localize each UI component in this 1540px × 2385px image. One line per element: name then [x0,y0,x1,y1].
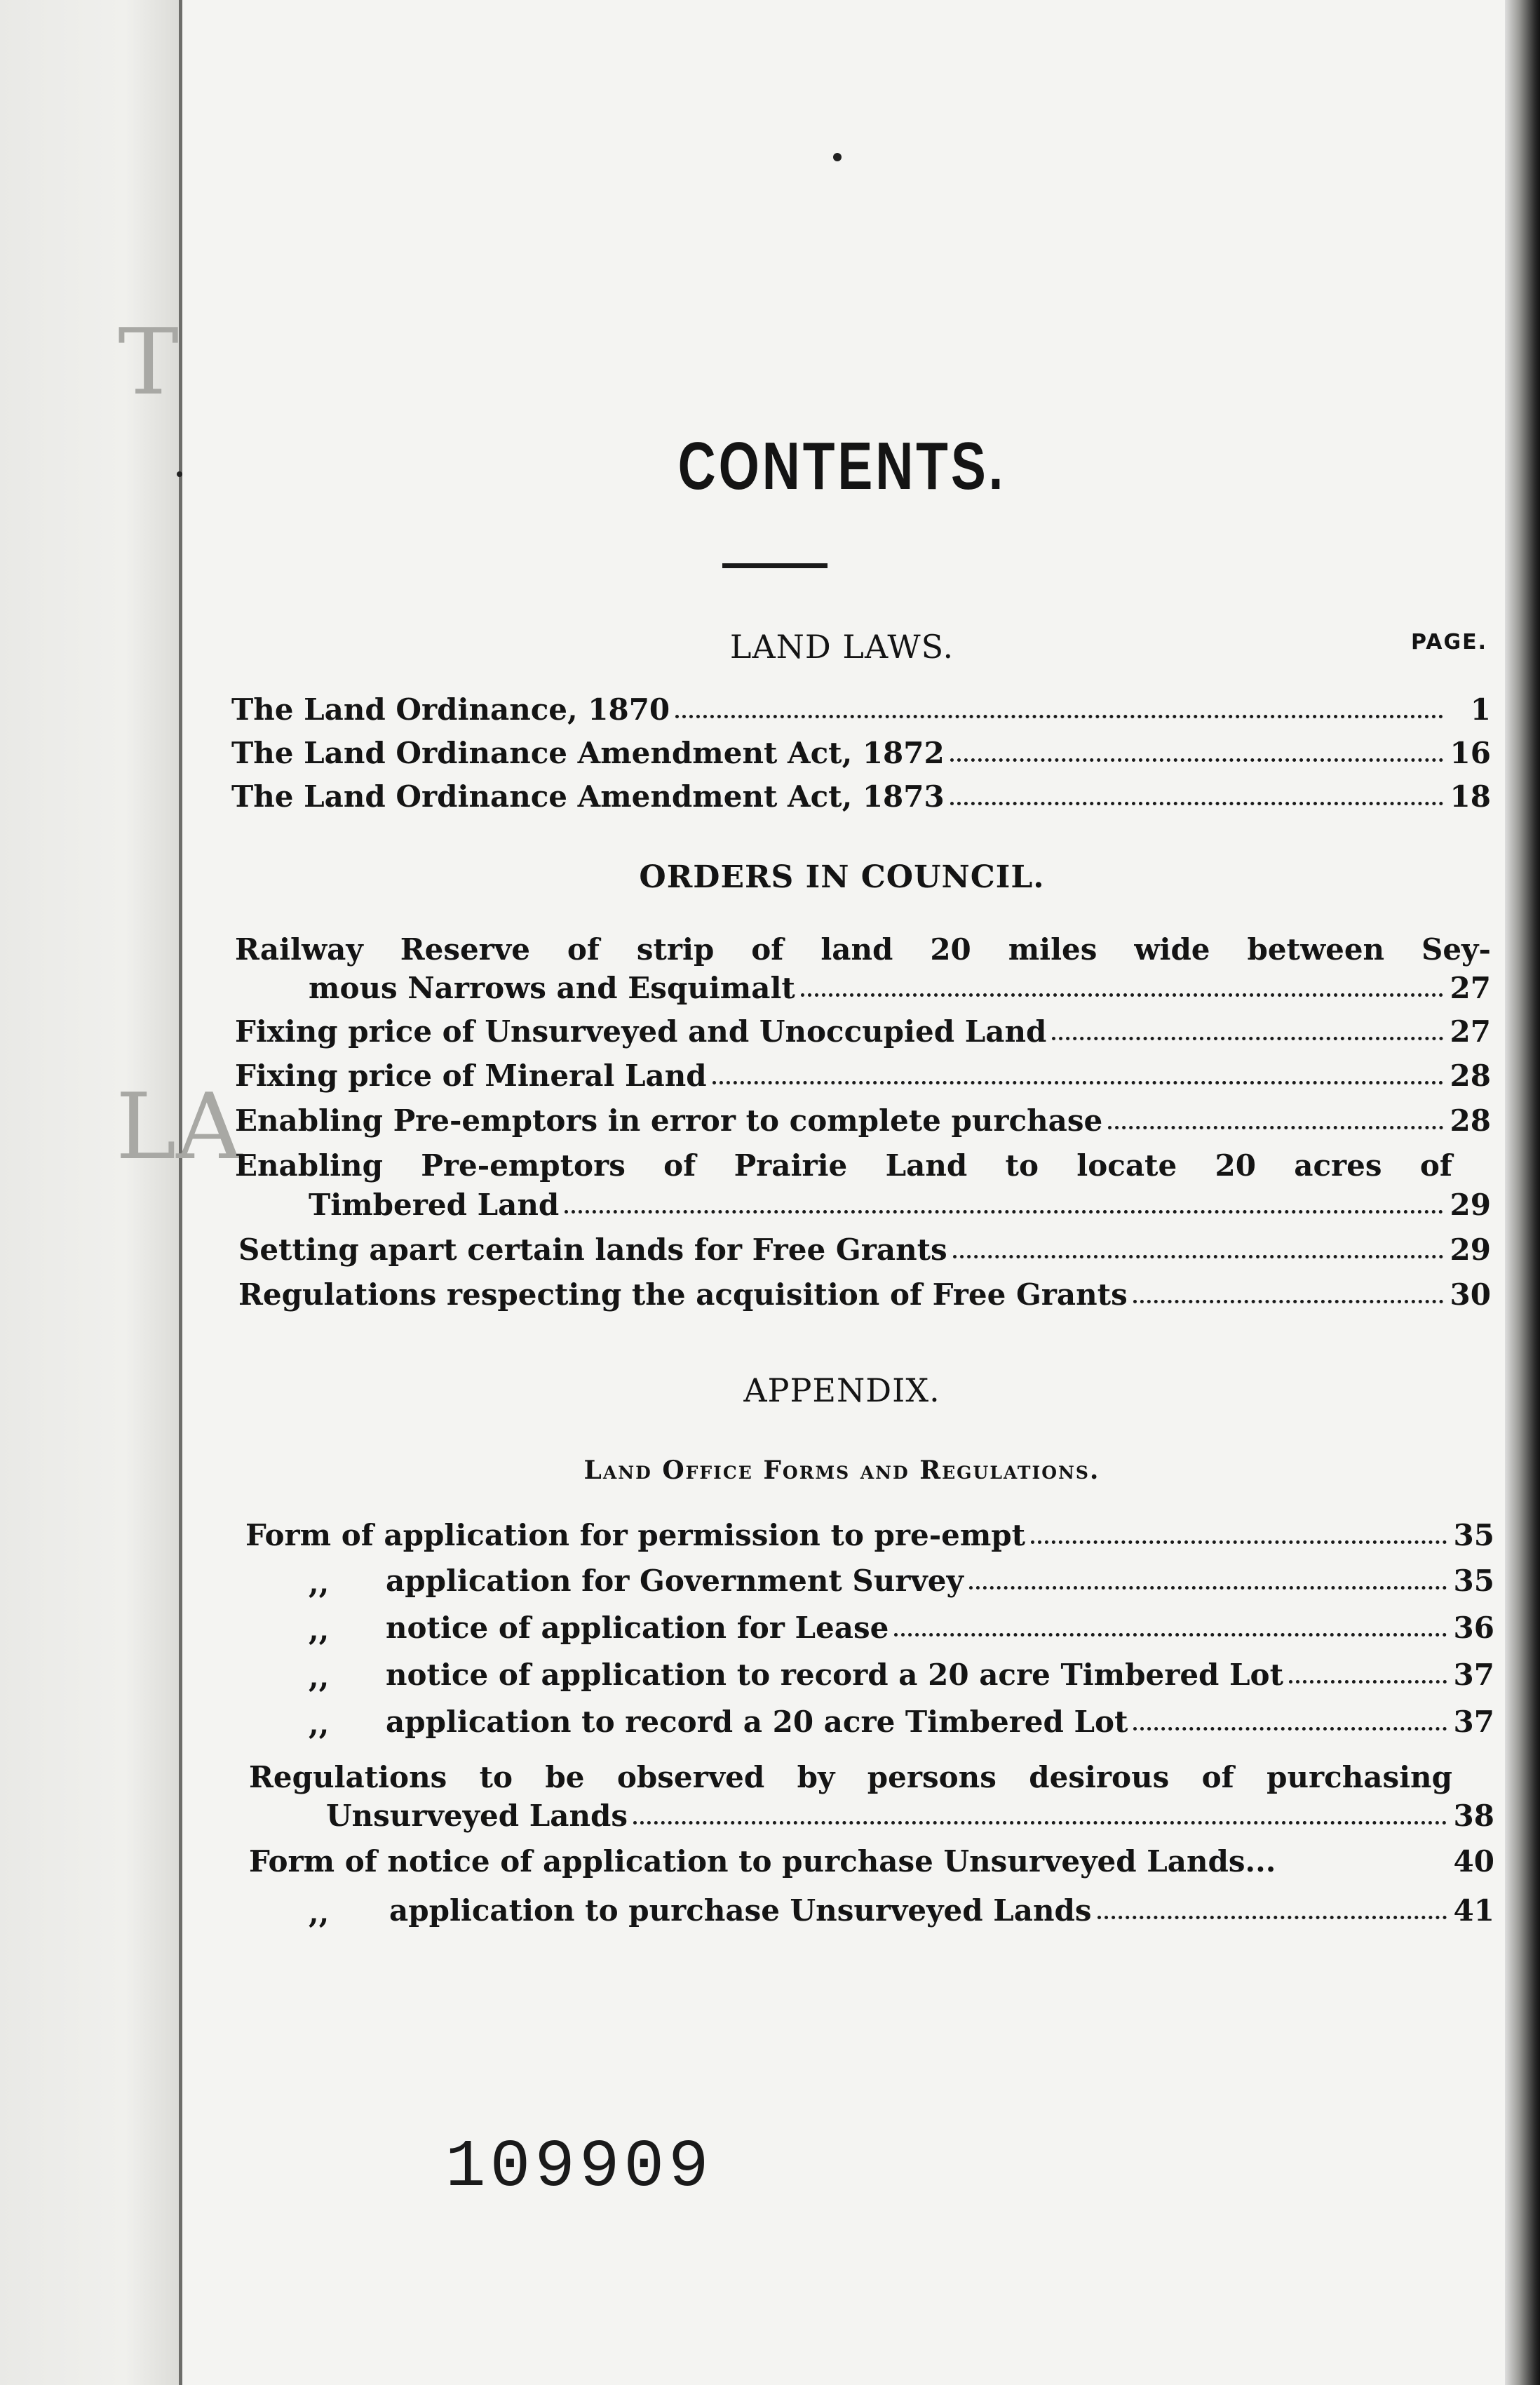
ditto-mark: ,, [309,1707,330,1741]
word: to [479,1760,513,1794]
dot-leader [1108,1122,1443,1129]
word: Regulations [249,1760,447,1794]
dot-leader [675,711,1443,718]
toc-page-number: 30 [1450,1277,1491,1312]
toc-entry[interactable] [386,1564,1494,1598]
dot-leader [633,1817,1447,1825]
contents-page [179,0,1505,2385]
toc-page-number: 41 [1453,1893,1494,1928]
word: miles [1008,932,1097,967]
toc-page-number: 16 [1450,736,1491,770]
dot-leader [712,1077,1443,1084]
word: observed [616,1760,765,1794]
toc-entry-text: application to purchase Unsurveyed Lands [389,1893,1092,1928]
word: land [820,932,893,967]
ditto-mark: ,, [309,1660,330,1694]
toc-page-number: 18 [1450,779,1491,814]
toc-entry[interactable] [386,1705,1494,1739]
toc-page-number: 28 [1450,1059,1491,1093]
dot-leader [1097,1912,1447,1919]
toc-entry[interactable] [238,1278,1491,1312]
toc-entry[interactable] [309,1188,1491,1222]
dot-leader [1031,1536,1447,1544]
toc-entry-text: Enabling Pre-emptors in error to complete purchase [235,1103,1103,1138]
word: purchasing [1267,1760,1452,1794]
toc-page-number: 38 [1453,1799,1494,1833]
toc-entry[interactable] [238,1233,1491,1267]
toc-page-number: 29 [1450,1188,1491,1222]
dot-leader [950,798,1443,805]
word: Land [885,1148,968,1183]
toc-entry-text: Fixing price of Mineral Land [235,1059,707,1093]
toc-page-number: 36 [1453,1611,1494,1645]
toc-entry-text: notice of application for Lease [386,1611,889,1645]
toc-entry-first-line [249,1761,1452,1794]
toc-entry-text: The Land Ordinance, 1870 [231,692,670,727]
ditto-mark: ,, [309,1613,330,1647]
toc-page-number: 35 [1453,1518,1494,1552]
word: Sey- [1421,932,1491,967]
word: to [1005,1148,1039,1183]
word: persons [867,1760,997,1794]
dot-leader [953,1251,1443,1258]
toc-page-number: 40 [1453,1844,1494,1879]
toc-entry-text: The Land Ordinance Amendment Act, 1872 [231,736,945,770]
toc-entry-first-line [235,1149,1452,1183]
dot-leader [1289,1676,1447,1684]
toc-entry-text: Setting apart certain lands for Free Grants [238,1232,947,1267]
word: strip [636,932,715,967]
toc-entry[interactable] [309,972,1491,1005]
toc-entry-text: application to record a 20 acre Timbered Lot [386,1705,1128,1739]
toc-page-number: 37 [1453,1658,1494,1692]
word: Pre-emptors [421,1148,626,1183]
word: desirous [1029,1760,1170,1794]
toc-entry-text: Form of application for permission to pre-empt [245,1518,1026,1552]
word: Enabling [235,1148,383,1183]
toc-entry-text: application for Government Survey [386,1564,964,1598]
word: of [751,932,784,967]
word: by [797,1760,835,1794]
word: of [567,932,600,967]
toc-entry[interactable] [386,1658,1494,1692]
toc-page-number: 29 [1450,1232,1491,1267]
ditto-mark: ,, [309,1895,330,1930]
toc-entry[interactable] [245,1519,1494,1552]
word: wide [1134,932,1210,967]
toc-entry-first-line [235,933,1491,967]
toc-entry-text: Fixing price of Unsurveyed and Unoccupied Land [235,1014,1047,1049]
toc-page-number: 28 [1450,1103,1491,1138]
toc-entry[interactable] [235,1104,1491,1138]
toc-entry[interactable] [249,1845,1494,1879]
section-heading-orders-in-council: ORDERS IN COUNCIL. [639,859,1045,895]
toc-entry[interactable] [386,1611,1494,1645]
toc-entry-text: Unsurveyed Lands [326,1799,628,1833]
dot-leader [801,989,1443,997]
page-title: CONTENTS. [677,429,1006,504]
toc-entry[interactable] [231,737,1491,770]
left-page-bleed-glyph-mid: LA [116,1073,243,1180]
word: of [1201,1760,1234,1794]
word: of [1419,1148,1452,1183]
word: between [1247,932,1385,967]
toc-entry-text: The Land Ordinance Amendment Act, 1873 [231,779,945,814]
dot-leader [950,754,1443,762]
toc-page-number: 27 [1450,1014,1491,1049]
toc-page-number: 37 [1453,1705,1494,1739]
left-facing-page [0,0,243,2385]
dot-leader [565,1206,1443,1214]
catalog-number: 109909 [445,2129,713,2205]
toc-entry[interactable] [235,1015,1491,1049]
word: Railway [235,932,363,967]
title-rule [722,563,828,568]
toc-page-number: 1 [1470,692,1491,727]
word: be [545,1760,585,1794]
section-heading-appendix: APPENDIX. [743,1371,940,1409]
dot-leader [1052,1033,1443,1040]
toc-page-number: 35 [1453,1564,1494,1598]
toc-entry[interactable] [389,1894,1494,1928]
word: of [663,1148,696,1183]
page-column-label: PAGE. [1411,630,1487,654]
toc-entry[interactable] [235,1059,1491,1093]
toc-entry-text: Timbered Land [309,1188,560,1222]
word: Prairie [734,1148,848,1183]
word: 20 [1215,1148,1256,1183]
section-subheading-land-office-forms: Land Office Forms and Regulations. [583,1456,1100,1485]
right-page-edge [1505,0,1540,2385]
dot-leader [1133,1296,1443,1303]
toc-entry[interactable] [231,780,1491,814]
word: Reserve [400,932,530,967]
toc-entry-text: notice of application to record a 20 acre Timbered Lot [386,1658,1283,1692]
left-page-bleed-glyph-top: T [118,309,179,415]
section-heading-land-laws: LAND LAWS. [729,628,954,666]
word: 20 [930,932,971,967]
word: acres [1294,1148,1382,1183]
toc-entry[interactable] [326,1799,1494,1833]
toc-entry-text: Regulations respecting the acquisition of Free Grants [238,1277,1128,1312]
toc-page-number: 27 [1450,971,1491,1005]
toc-entry-text: mous Narrows and Esquimalt [309,971,795,1005]
toc-entry[interactable] [231,693,1491,727]
dot-leader [1133,1723,1447,1731]
dot-leader [969,1582,1447,1590]
word: locate [1076,1148,1177,1183]
toc-entry-text: Form of notice of application to purchase Unsurveyed Lands... [249,1844,1276,1879]
ditto-mark: ,, [309,1566,330,1600]
dot-leader [894,1629,1447,1637]
